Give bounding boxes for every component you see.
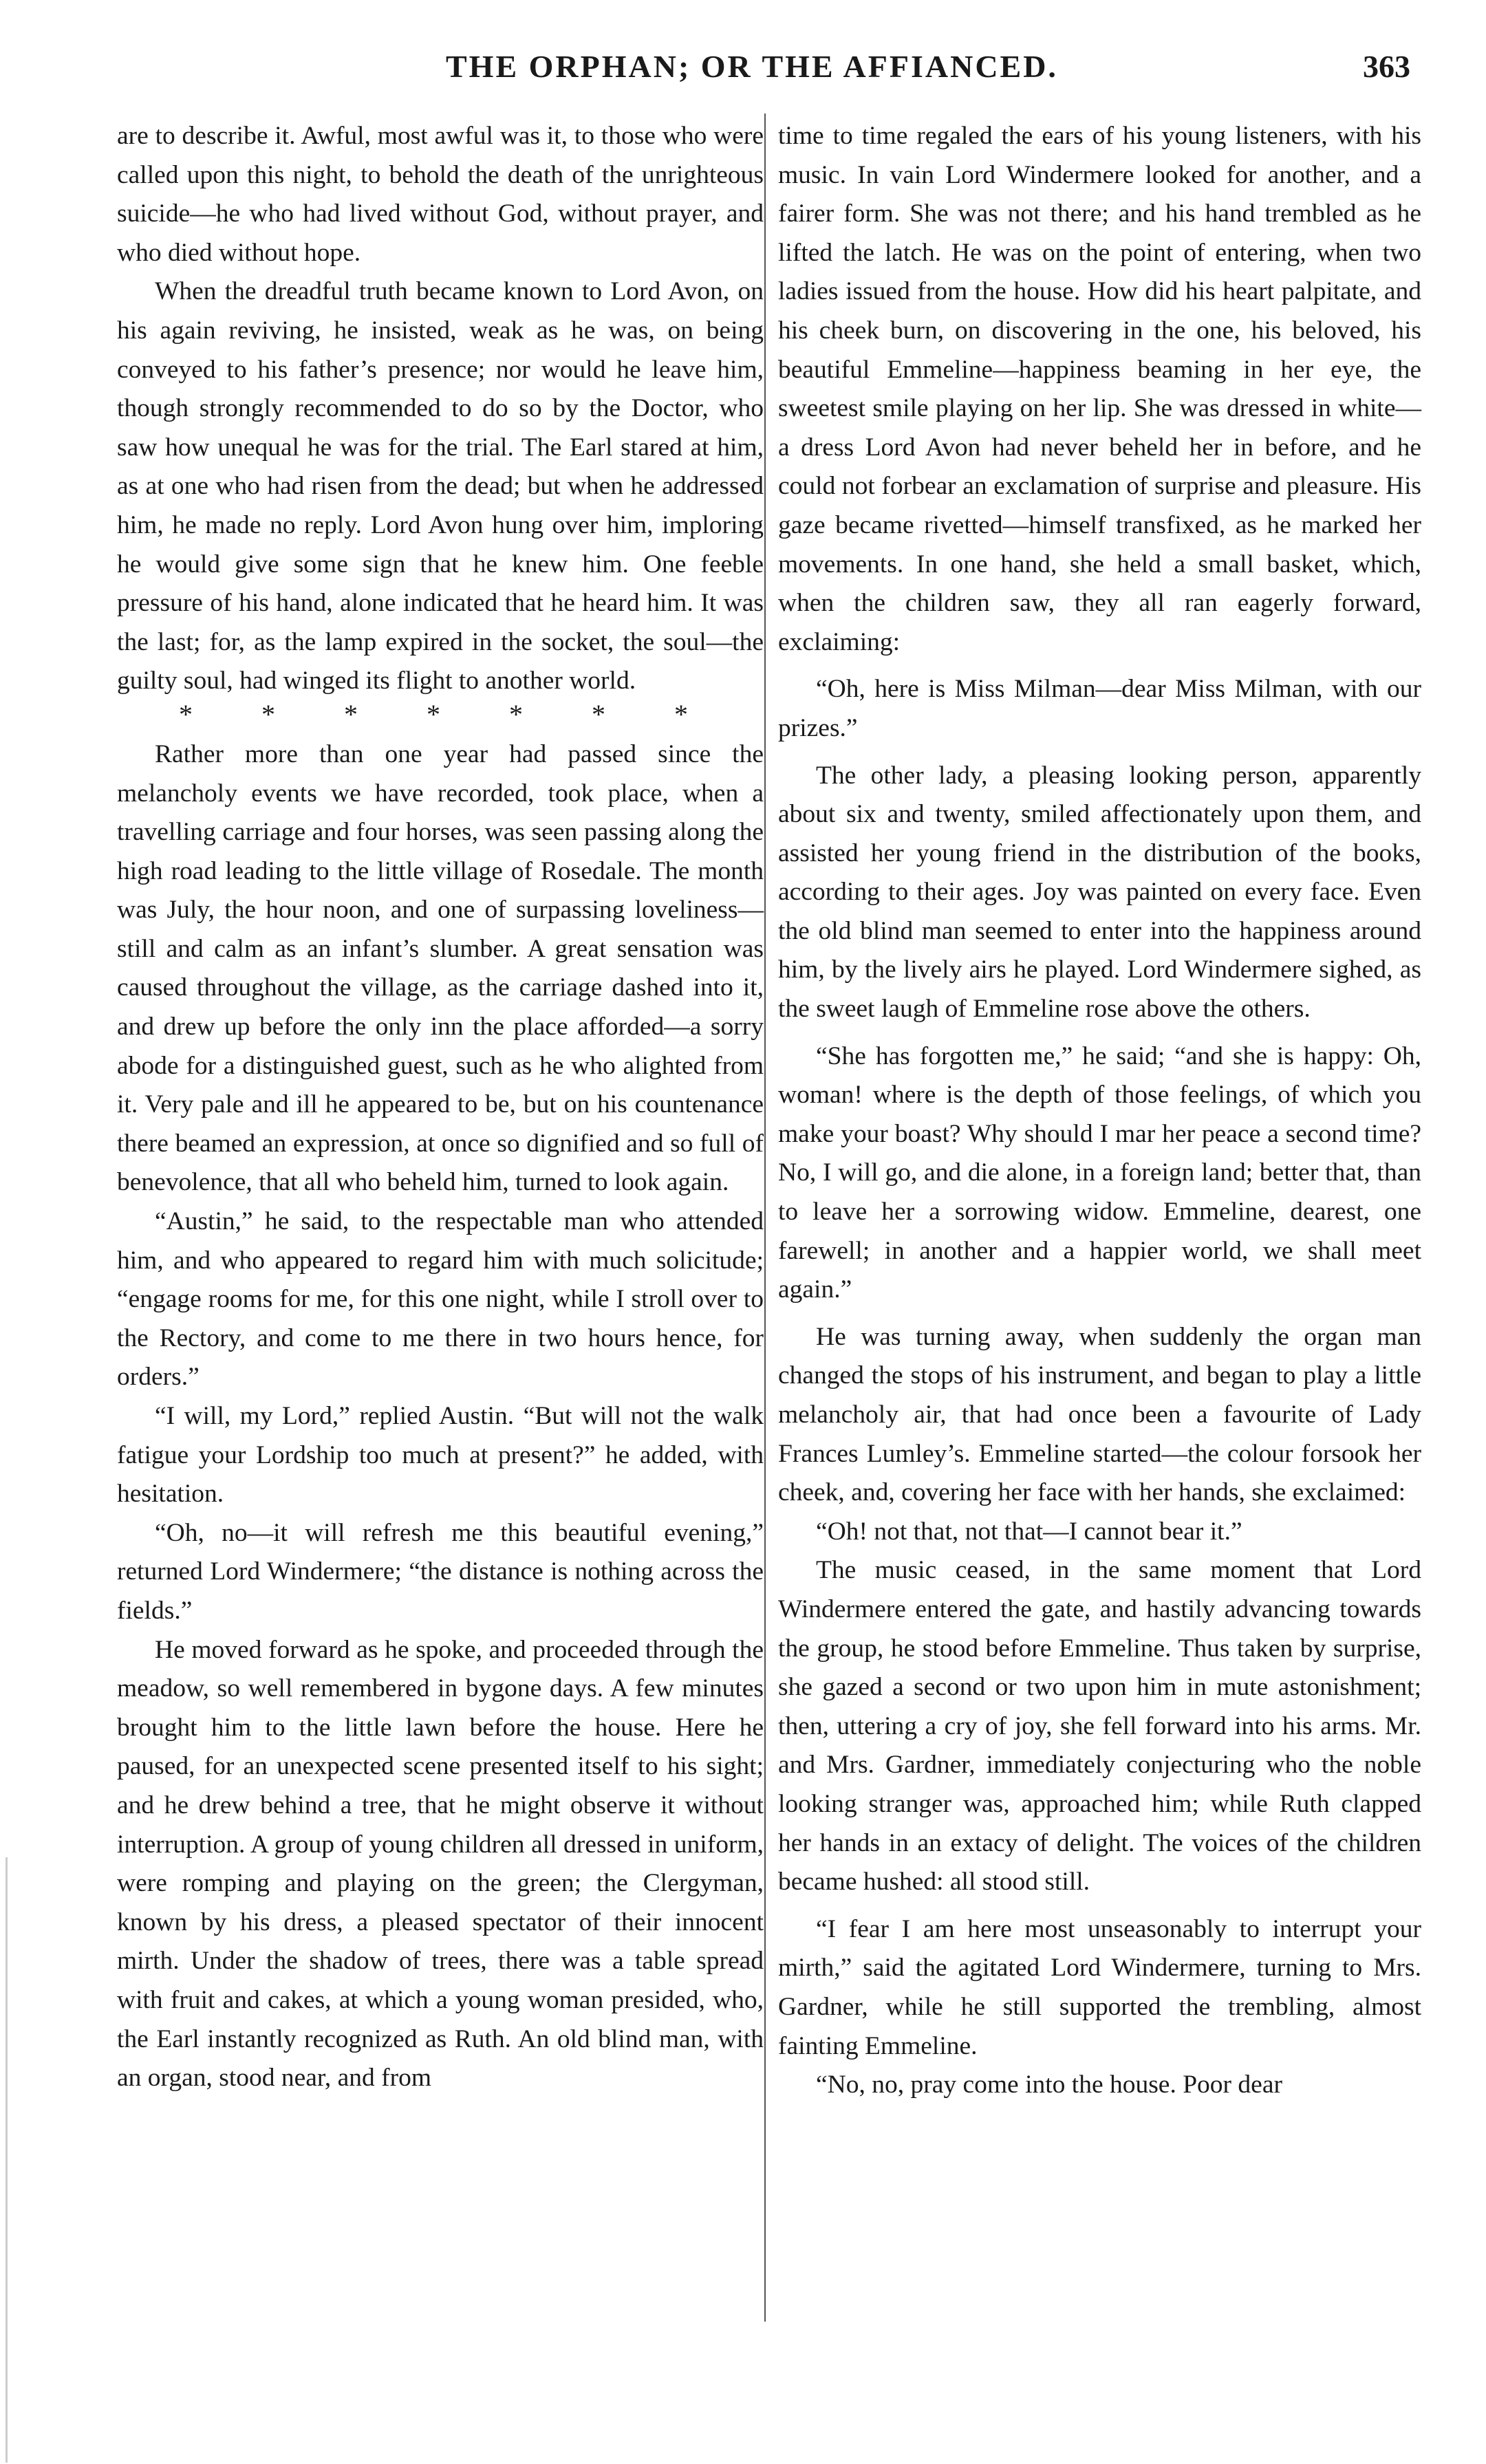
page-header xyxy=(117,48,1410,96)
section-break-star: * xyxy=(674,698,688,730)
paragraph: “Oh, here is Miss Milman—dear Miss Milman, with our prizes.” xyxy=(778,675,1421,742)
section-break-star: * xyxy=(179,698,193,730)
paragraph: When the dreadful truth became known to Lord Avon, on his again reviving, he insisted, weak as he was, on being conveyed to his father’s presence; nor would he leave him, though strongly recommended to do so by the Doctor, who saw how unequal he was for the trial. The Earl stared at him, as at one who had risen from the dead; but when he addressed him, he made no reply. Lord Avon hung over him, imploring he would give some sign that he knew him. One feeble pressure of his hand, alone indicated that he heard him. It was the last; for, as the lamp expired in the socket, the soul—the guilty soul, had winged its flight to another world. xyxy=(117,277,764,695)
paragraph: “I will, my Lord,” replied Austin. “But will not the walk fatigue your Lordship too much at present?” he added, with hesitation. xyxy=(117,1402,764,1509)
section-break-star: * xyxy=(509,698,523,730)
section-break-star: * xyxy=(344,698,358,730)
section-break-star: * xyxy=(592,698,605,730)
section-break-star: * xyxy=(261,698,275,730)
paragraph: The other lady, a pleasing looking person, apparently about six and twenty, smiled affectionately upon them, and assisted her young friend in the distribution of the books, according to their ages. Joy was painted on every face. Even the old blind man seemed to enter into the happiness around him, by the lively airs he played. Lord Windermere sighed, as the sweet laugh of Emmeline rose above the others. xyxy=(778,761,1421,1024)
page-edge-shadow xyxy=(6,1857,8,2463)
section-break-star: * xyxy=(427,698,440,730)
page-number: 363 xyxy=(1363,49,1410,84)
paragraph: time to time regaled the ears of his young listeners, with his music. In vain Lord Windermere looked for another, and a fairer form. She was not there; and his hand trembled as he lifted the latch. He was on the point of entering, when two ladies issued from the house. How did his heart palpitate, and his cheek burn, on discovering in the one, his beloved, his beautiful Emmeline—happiness beaming in her eye, the sweetest smile playing on her lip. She was dressed in white—a dress Lord Avon had never beheld her in before, and he could not forbear an exclamation of surprise and pleasure. His gaze became rivetted—himself transfixed, as he marked her movements. In one hand, she held a small basket, which, when the children saw, they all ran eagerly forward, exclaiming: xyxy=(778,122,1421,656)
left-column xyxy=(117,117,764,2098)
section-break xyxy=(117,698,764,735)
paragraph: He was turning away, when suddenly the organ man changed the stops of his instrument, and began to play a little melancholy air, that had once been a favourite of Lady Frances Lumley’s. Emmeline started—the colour forsook her cheek, and, covering her face with her hands, she exclaimed: xyxy=(778,1322,1421,1507)
column-divider xyxy=(764,114,766,2322)
paragraph: “She has forgotten me,” he said; “and she is happy: Oh, woman! where is the depth of those feelings, of which you make your boast? Why should I mar her peace a second time? No, I will go, and die alone, in a foreign land; better that, than to leave her a sorrowing widow. Emmeline, dearest, one farewell; in another and a happier world, we shall meet again.” xyxy=(778,1041,1421,1304)
paragraph: He moved forward as he spoke, and proceeded through the meadow, so well remembered in bygone days. A few minutes brought him to the little lawn before the house. Here he paused, for an unexpected scene presented itself to his sight; and he drew behind a tree, that he might observe it without interruption. A group of young children all dressed in uniform, were romping and playing on the green; the Clergyman, known by his dress, a pleased spectator of their innocent mirth. Under the shadow of trees, there was a table spread with fruit and cakes, at which a young woman presided, who, the Earl instantly recognized as Ruth. An old blind man, with an organ, stood near, and from xyxy=(117,1635,764,2093)
paragraph: Rather more than one year had passed since the melancholy events we have recorded, took place, when a travelling carriage and four horses, was seen passing along the high road leading to the little village of Rosedale. The month was July, the hour noon, and one of surpassing loveliness—still and calm as an infant’s slumber. A great sensation was caused throughout the village, as the carriage dashed into it, and drew up before the only inn the place afforded—a sorry abode for a distinguished guest, such as he who alighted from it. Very pale and ill he appeared to be, but on his countenance there beamed an expression, at once so dignified and so full of benevolence, that all who beheld him, turned to look again. xyxy=(117,739,764,1197)
right-column xyxy=(778,117,1421,2105)
paragraph: “Oh, no—it will refresh me this beautiful evening,” returned Lord Windermere; “the distance is nothing across the fields.” xyxy=(117,1518,764,1625)
paragraph: are to describe it. Awful, most awful was it, to those who were called upon this night, to behold the death of the unrighteous suicide—he who had lived without God, without prayer, and who died without hope. xyxy=(117,122,764,267)
paragraph: The music ceased, in the same moment that Lord Windermere entered the gate, and hastily advancing towards the group, he stood before Emmeline. Thus taken by surprise, she gazed a second or two upon him in mute astonishment; then, uttering a cry of joy, she fell forward into his arms. Mr. and Mrs. Gardner, immediately conjecturing who the noble looking stranger was, approached him; while Ruth clapped her hands in an extacy of delight. The voices of the children became hushed: all stood still. xyxy=(778,1556,1421,1896)
paragraph: “Oh! not that, not that—I cannot bear it.” xyxy=(816,1517,1242,1546)
paragraph: “No, no, pray come into the house. Poor dear xyxy=(816,2071,1282,2099)
paragraph: “I fear I am here most unseasonably to interrupt your mirth,” said the agitated Lord Windermere, turning to Mrs. Gardner, while he still supported the trembling, almost fainting Emmeline. xyxy=(778,1914,1421,2060)
paragraph: “Austin,” he said, to the respectable man who attended him, and who appeared to regard him with much solicitude; “engage rooms for me, for this one night, while I stroll over to the Rectory, and come to me there in two hours hence, for orders.” xyxy=(117,1207,764,1392)
running-title: THE ORPHAN; OR THE AFFIANCED. xyxy=(446,49,1058,84)
